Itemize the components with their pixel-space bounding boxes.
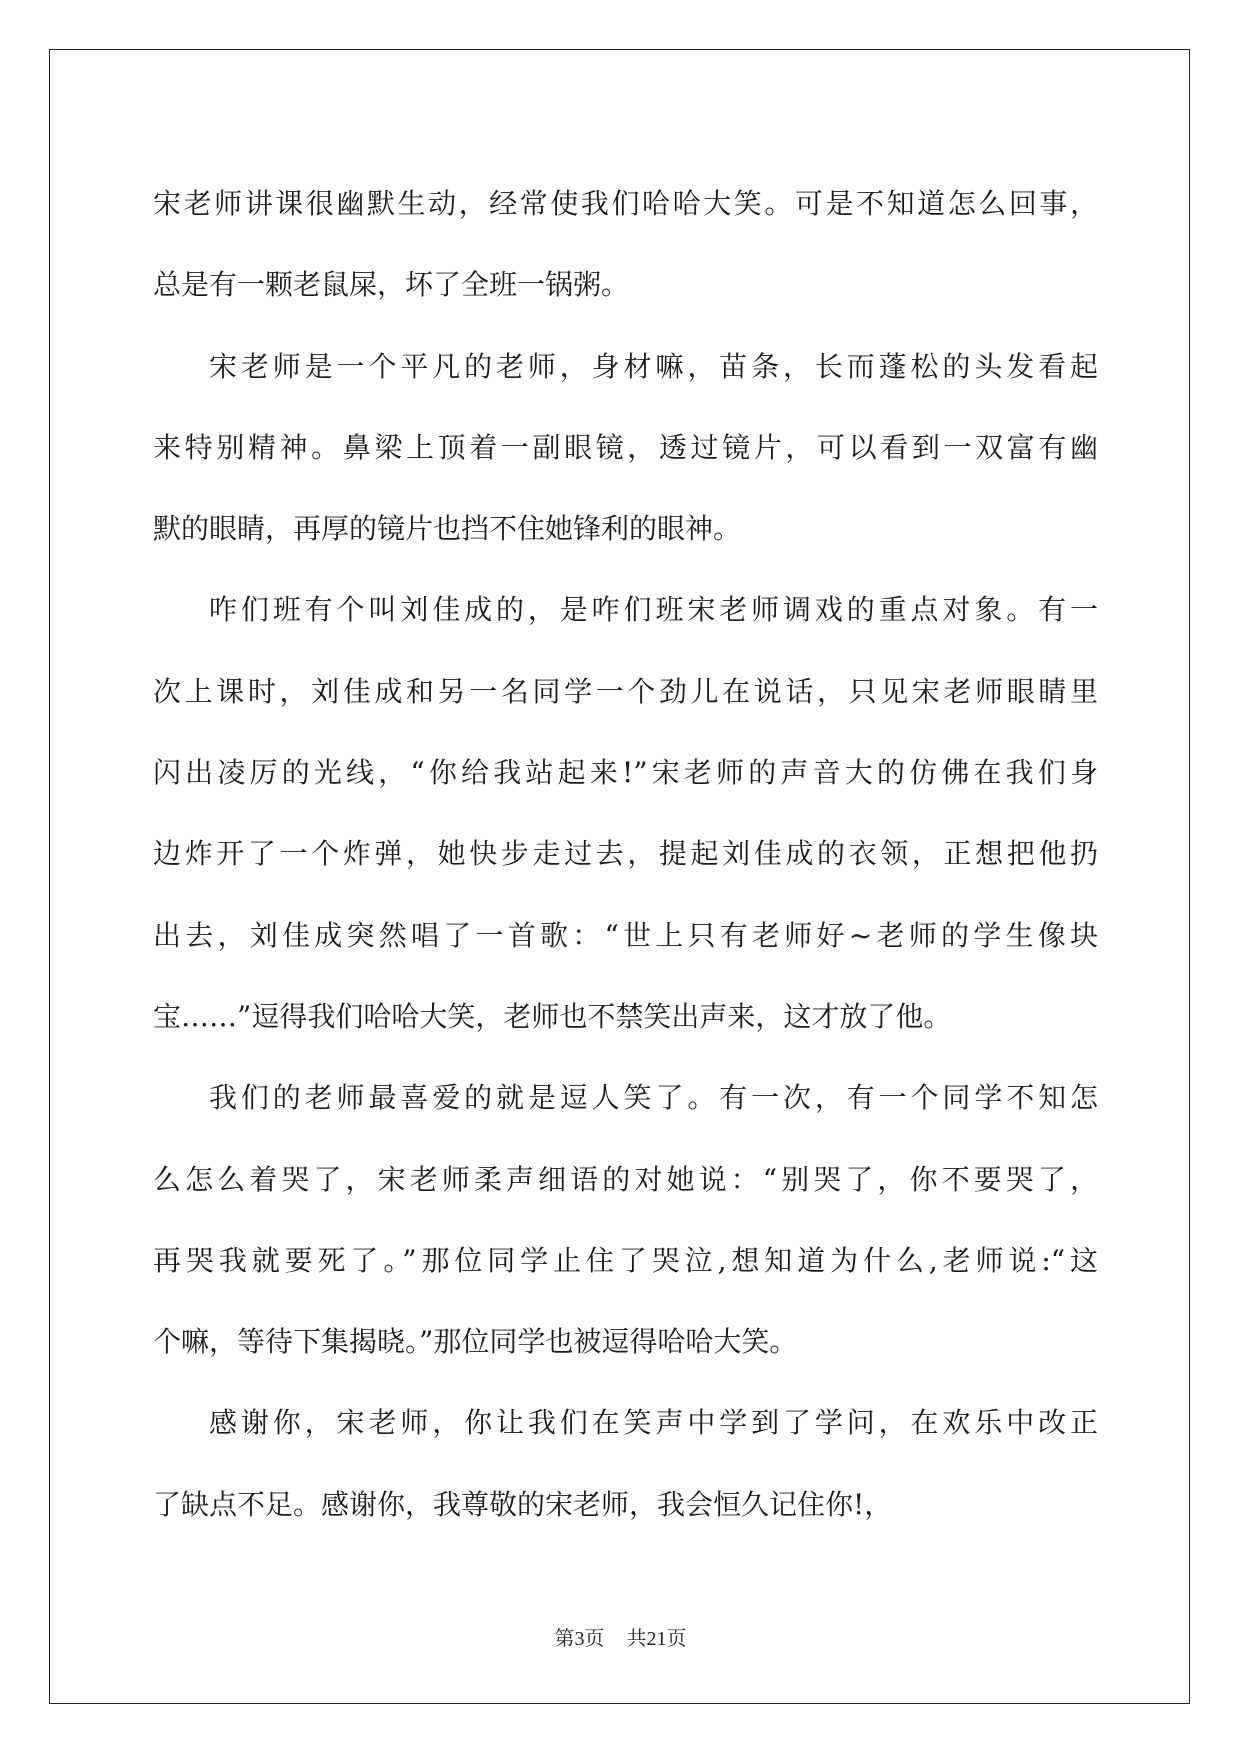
text-line: 闪出凌厉的光线，“你给我站起来!”宋老师的声音大的仿佛在我们身 (153, 756, 1098, 790)
text-line: 我们的老师最喜爱的就是逗人笑了。有一次，有一个同学不知怎 (209, 1081, 1098, 1115)
text-line: 出去，刘佳成突然唱了一首歌：“世上只有老师好~老师的学生像块 (153, 918, 1098, 952)
paragraph (153, 1057, 1098, 1382)
text-line: 宝……”逗得我们哈哈大笑，老师也不禁笑出声来，这才放了他。 (153, 999, 952, 1033)
text-line: 宋老师是一个平凡的老师，身材嘛，苗条，长而蓬松的头发看起 (209, 349, 1098, 383)
paragraph (153, 569, 1098, 1057)
text-line: 总是有一颗老鼠屎，坏了全班一锅粥。 (153, 268, 630, 302)
page-footer (0, 1622, 1241, 1651)
page-number-current: 第3页 (554, 1628, 605, 1650)
text-line: 么怎么着哭了，宋老师柔声细语的对她说：“别哭了，你不要哭了， (153, 1162, 1098, 1196)
document-body (153, 163, 1098, 1545)
text-line: 宋老师讲课很幽默生动，经常使我们哈哈大笑。可是不知道怎么回事， (153, 187, 1098, 220)
paragraph (153, 1382, 1098, 1545)
text-line: 默的眼睛，再厚的镜片也挡不住她锋利的眼神。 (153, 512, 742, 546)
page-number-total: 共21页 (626, 1628, 687, 1650)
text-line: 了缺点不足。感谢你，我尊敬的宋老师，我会恒久记住你!， (153, 1487, 893, 1521)
text-line: 再哭我就要死了。”那位同学止住了哭泣,想知道为什么,老师说:“这 (153, 1243, 1098, 1277)
text-line: 来特别精神。鼻梁上顶着一副眼镜，透过镜片，可以看到一双富有幽 (153, 430, 1098, 464)
text-line: 咋们班有个叫刘佳成的，是咋们班宋老师调戏的重点对象。有一 (209, 593, 1098, 627)
text-line: 次上课时，刘佳成和另一名同学一个劲儿在说话，只见宋老师眼睛里 (153, 674, 1098, 708)
text-line: 边炸开了一个炸弹，她快步走过去，提起刘佳成的衣领，正想把他扔 (153, 837, 1098, 871)
paragraph (153, 326, 1098, 570)
text-line: 感谢你，宋老师，你让我们在笑声中学到了学问，在欢乐中改正 (209, 1406, 1098, 1440)
text-line: 个嘛，等待下集揭晓。”那位同学也被逗得哈哈大笑。 (153, 1325, 798, 1359)
paragraph (153, 163, 1098, 326)
